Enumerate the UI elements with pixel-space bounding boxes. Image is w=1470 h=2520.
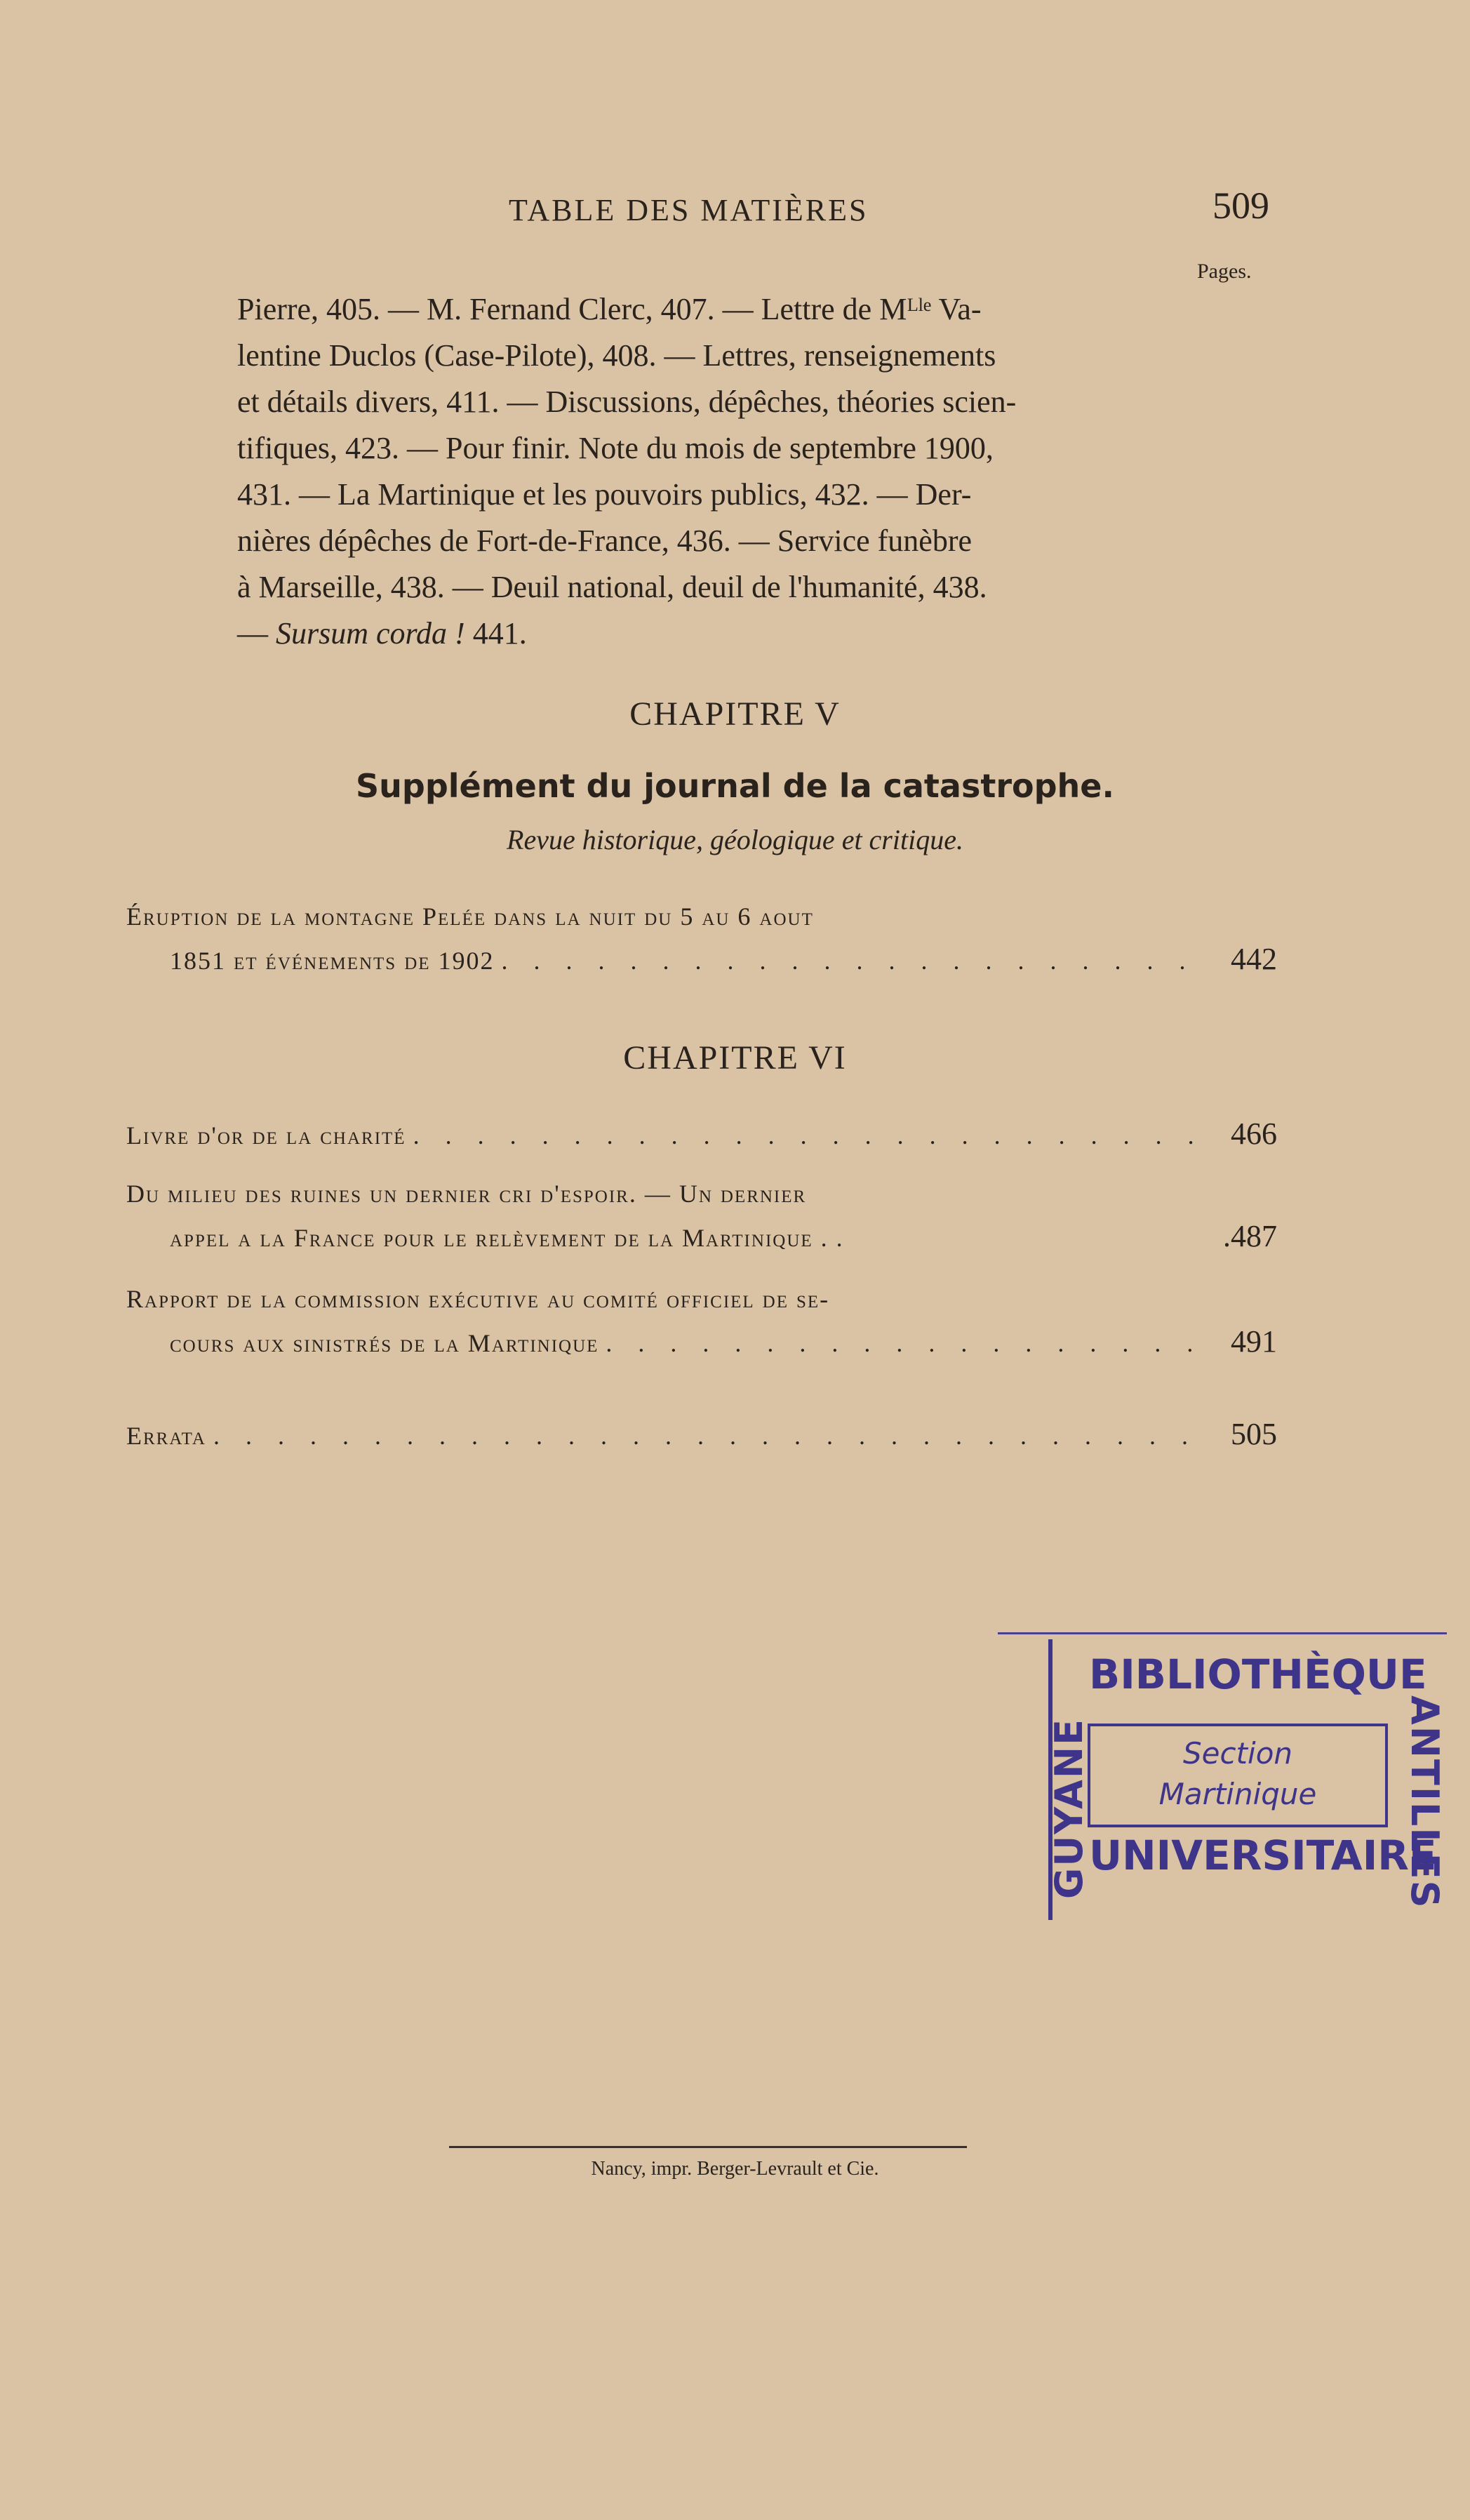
page-number: 509 (1212, 185, 1269, 227)
paragraph-line: Pierre, 405. — M. Fernand Clerc, 407. — Lettre de Mᴸˡᵉ Va- (237, 292, 982, 326)
chapter-5-heading: CHAPITRE V (629, 695, 841, 733)
dot-leader (502, 946, 1205, 975)
chapter-5-title: Supplément du journal de la catastrophe. (356, 767, 1114, 805)
running-title: TABLE DES MATIÈRES (509, 193, 869, 227)
toc-entry-dernier-cri (126, 1179, 1277, 1254)
toc-page: 491 (1231, 1324, 1277, 1359)
imprint: Nancy, impr. Berger-Levrault et Cie. (591, 2158, 879, 2180)
stamp-universitaire: UNIVERSITAIRE (1089, 1832, 1437, 1879)
pages-label: Pages. (1197, 260, 1252, 283)
dot-leader (413, 1121, 1205, 1150)
toc-entry-text: Errata (126, 1422, 206, 1450)
dash: — (237, 616, 276, 651)
chapter-5-subtitle: Revue historique, géologique et critique. (507, 824, 963, 855)
toc-entry-eruption (126, 902, 1277, 977)
stamp-guyane: GUYANE (1047, 1718, 1091, 1899)
paragraph-line: 431. — La Martinique et les pouvoirs publics, 432. — Der- (237, 477, 972, 512)
paragraph-line: nières dépêches de Fort-de-France, 436. — Service funèbre (237, 524, 973, 558)
sursum-corda: Sursum corda ! (276, 616, 465, 651)
footer-rule (449, 2146, 967, 2148)
paragraph-line: et détails divers, 411. — Discussions, dépêches, théories scien- (237, 385, 1017, 419)
toc-entry-rapport (126, 1284, 1277, 1359)
toc-entry-text: Livre d'or de la charité (126, 1121, 406, 1149)
dot-leader (213, 1421, 1205, 1451)
running-head (0, 184, 1470, 240)
toc-page: 505 (1231, 1417, 1277, 1451)
stamp-section-box (1088, 1724, 1388, 1827)
toc-entry-errata (126, 1416, 1277, 1452)
stamp-section: Section (1182, 1736, 1293, 1771)
library-stamp (956, 1618, 1461, 1920)
toc-entry-line2: appel a la France pour le relèvement de la Martinique . . (170, 1224, 844, 1252)
paragraph-line: lentine Duclos (Case-Pilote), 408. — Lettres, renseignements (237, 338, 996, 373)
toc-entry-line1: Du milieu des ruines un dernier cri d'espoir. — Un dernier (126, 1180, 807, 1208)
paragraph-line: à Marseille, 438. — Deuil national, deuil de l'humanité, 438. (237, 570, 987, 604)
toc-page: .487 (1223, 1219, 1277, 1253)
paragraph-last-line (237, 611, 1205, 657)
continued-paragraph (237, 286, 1205, 657)
toc-entry-line1: Éruption de la montagne Pelée dans la nuit du 5 au 6 aout (126, 902, 814, 931)
toc-entry-line1: Rapport de la commission exécutive au comité officiel de se- (126, 1285, 830, 1313)
toc-page: 442 (1231, 942, 1277, 976)
stamp-bibliotheque: BIBLIOTHÈQUE (1089, 1651, 1427, 1698)
last-page-ref: 441. (465, 616, 527, 651)
toc-entry-livre-dor (126, 1116, 1277, 1152)
toc-entry-line2: 1851 et événements de 1902 (170, 947, 495, 975)
stamp-antilles: ANTILLES (1403, 1695, 1447, 1909)
toc-entry-line2: cours aux sinistrés de la Martinique (170, 1329, 599, 1357)
dot-leader (606, 1328, 1205, 1358)
paragraph-line: tifiques, 423. — Pour finir. Note du mois de septembre 1900, (237, 431, 994, 465)
chapter-6-heading: CHAPITRE VI (623, 1039, 847, 1076)
stamp-martinique: Martinique (1158, 1777, 1317, 1811)
toc-page: 466 (1231, 1116, 1277, 1151)
